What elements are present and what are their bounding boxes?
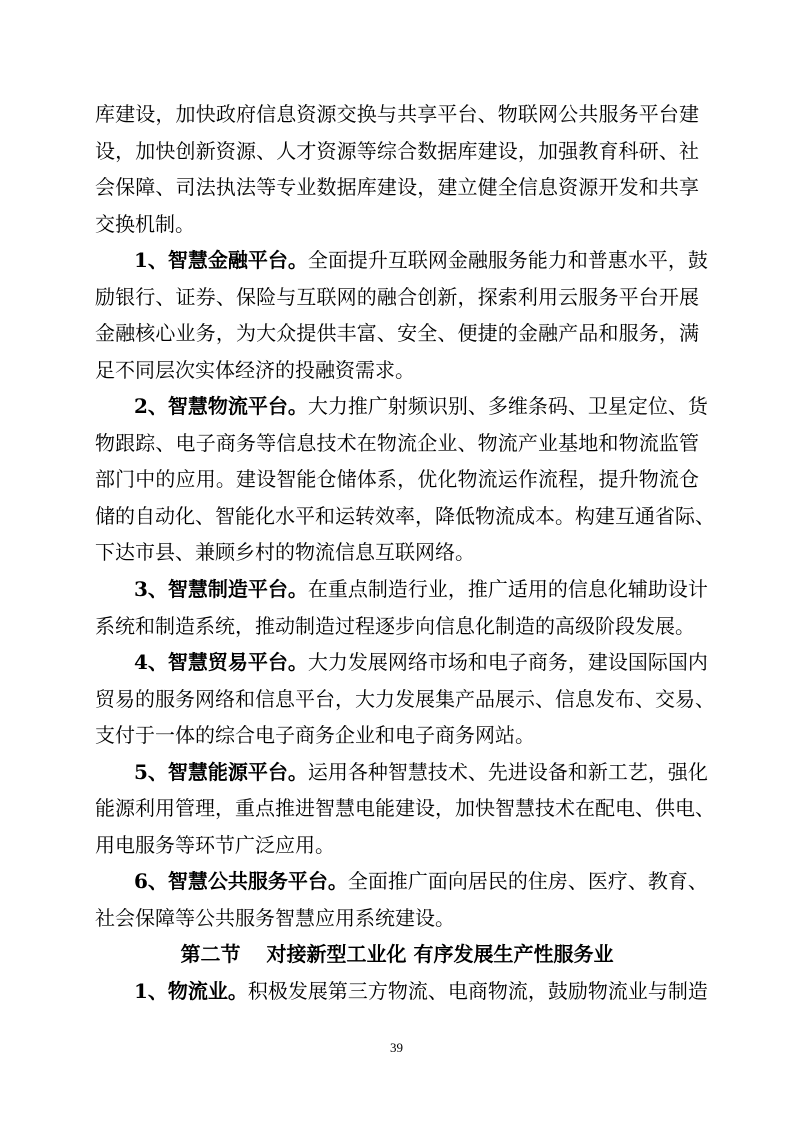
section-heading [95, 940, 699, 968]
page-number: 39 [390, 1040, 403, 1055]
item-6-title: 6、智慧公共服务平台。 [134, 869, 348, 893]
item-1-line-4: 足不同层次实体经济的投融资需求。 [95, 358, 415, 382]
item-4-line-2: 贸易的服务网络和信息平台，大力发展集产品展示、信息发布、交易、 [95, 687, 715, 711]
item-2-first-line [134, 392, 708, 420]
last-item-text: 积极发展第三方物流、电商物流，鼓励物流业与制造 [247, 979, 708, 1003]
item-5-title: 5、智慧能源平台。 [134, 760, 308, 784]
last-item-first-line [134, 977, 708, 1005]
item-1-title: 1、智慧金融平台。 [134, 248, 308, 272]
item-6-text: 全面推广面向居民的住房、医疗、教育、 [347, 869, 708, 893]
item-2-line-5: 下达市县、兼顾乡村的物流信息互联网络。 [95, 540, 475, 564]
item-4-line-3: 支付于一体的综合电子商务企业和电子商务网站。 [95, 723, 535, 747]
intro-line-4: 交换机制。 [95, 212, 195, 236]
intro-line-1: 库建设，加快政府信息资源交换与共享平台、物联网公共服务平台建 [95, 102, 699, 126]
item-3-line-2: 系统和制造系统，推动制造过程逐步向信息化制造的高级阶段发展。 [95, 614, 695, 638]
intro-line-3: 会保障、司法执法等专业数据库建设，建立健全信息资源开发和共享 [95, 175, 699, 199]
item-1-first-line [134, 246, 708, 274]
item-5-line-3: 用电服务等环节广泛应用。 [95, 833, 335, 857]
item-4-text: 大力发展网络市场和电子商务，建设国际国内 [307, 650, 708, 674]
intro-line-2: 设，加快创新资源、人才资源等综合数据库建设，加强教育科研、社 [95, 139, 699, 163]
item-2-line-4: 储的自动化、智能化水平和运转效率，降低物流成本。构建互通省际、 [95, 504, 715, 528]
item-6-line-2: 社会保障等公共服务智慧应用系统建设。 [95, 906, 455, 930]
item-5-line-2: 能源利用管理，重点推进智慧电能建设，加快智慧技术在配电、供电、 [95, 796, 715, 820]
item-5-text: 运用各种智慧技术、先进设备和新工艺，强化 [307, 760, 708, 784]
item-1-line-2: 励银行、证券、保险与互联网的融合创新，探索利用云服务平台开展 [95, 285, 699, 309]
item-4-first-line [134, 648, 708, 676]
item-4-title: 4、智慧贸易平台。 [134, 650, 308, 674]
section-number: 第二节 [180, 942, 241, 966]
item-3-title: 3、智慧制造平台。 [134, 577, 308, 601]
item-2-line-2: 物跟踪、电子商务等信息技术在物流企业、物流产业基地和物流监管 [95, 431, 699, 455]
last-item-title: 1、物流业。 [134, 979, 248, 1003]
item-1-line-3: 金融核心业务，为大众提供丰富、安全、便捷的金融产品和服务，满 [95, 321, 699, 345]
item-5-first-line [134, 758, 708, 786]
item-6-first-line [134, 867, 708, 895]
item-1-text: 全面提升互联网金融服务能力和普惠水平，鼓 [307, 248, 708, 272]
item-2-text: 大力推广射频识别、多维条码、卫星定位、货 [307, 394, 708, 418]
item-2-line-3: 部门中的应用。建设智能仓储体系，优化物流运作流程，提升物流仓 [95, 467, 699, 491]
item-2-title: 2、智慧物流平台。 [134, 394, 308, 418]
item-3-text: 在重点制造行业，推广适用的信息化辅助设计 [307, 577, 708, 601]
item-3-first-line [134, 575, 708, 603]
section-title: 对接新型工业化 有序发展生产性服务业 [266, 942, 614, 966]
